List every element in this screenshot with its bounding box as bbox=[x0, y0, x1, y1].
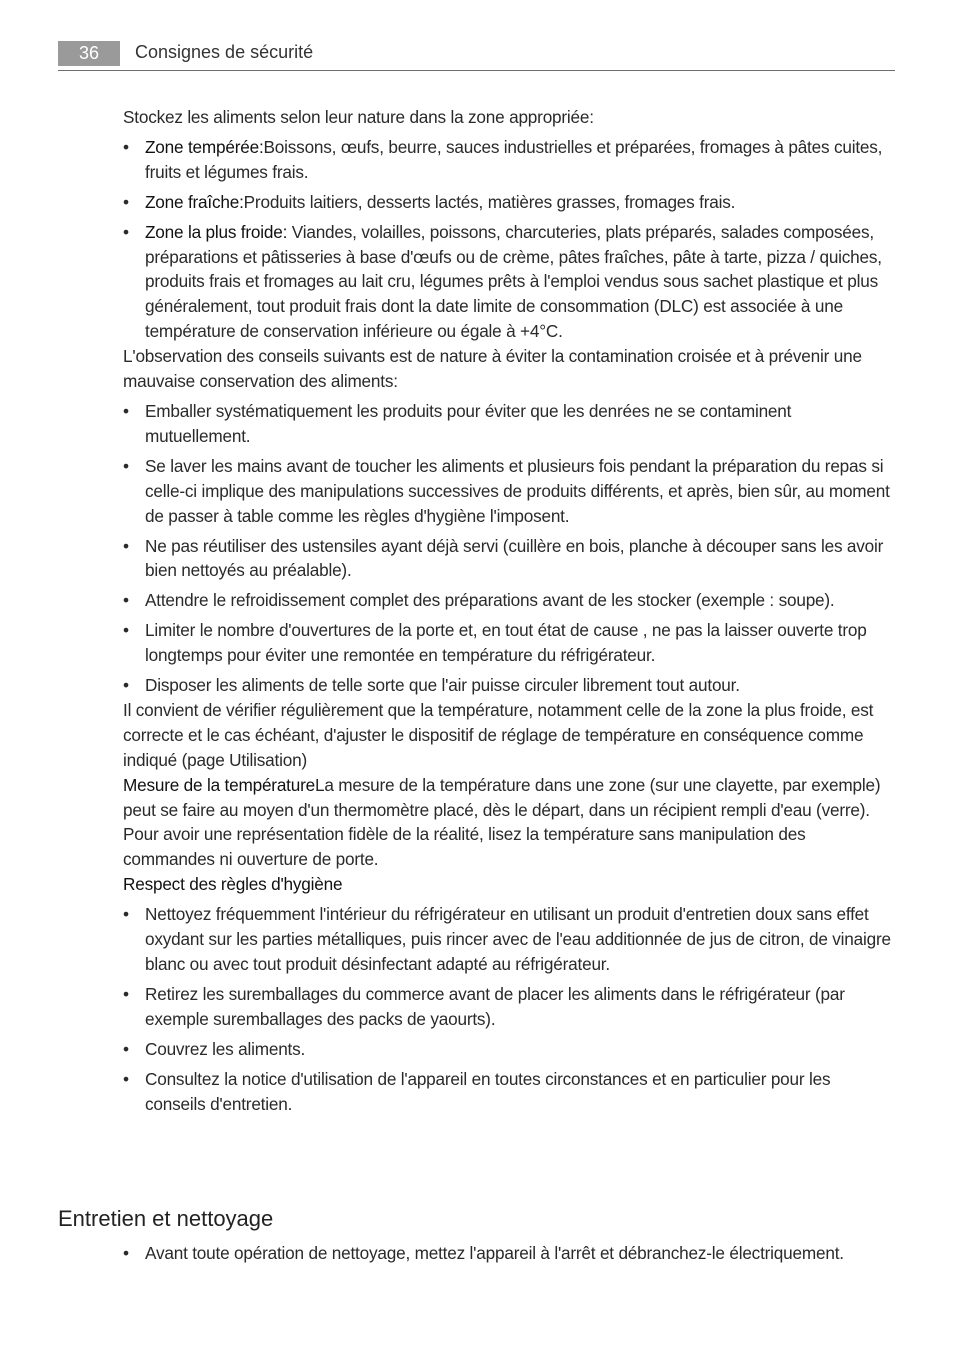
hygiene-list bbox=[123, 902, 895, 1116]
bullet-icon: • bbox=[123, 191, 129, 212]
list-item bbox=[123, 902, 895, 977]
bullet-icon: • bbox=[123, 675, 129, 696]
zone-term: Zone tempérée: bbox=[145, 136, 264, 157]
bullet-icon: • bbox=[123, 620, 129, 641]
list-item bbox=[123, 454, 895, 529]
advice-text: Ne pas réutiliser des ustensiles ayant déjà servi (cuillère en bois, planche à découper sans les avoir bien nettoyés au préalable). bbox=[145, 535, 884, 581]
hygiene-text: Consultez la notice d'utilisation de l'appareil en toutes circonstances et en particulier pour les conseils d'entretien. bbox=[145, 1068, 831, 1114]
zone-text: Viandes, volailles, poissons, charcuteries, plats préparés, salades composées, préparations et pâtisseries à base d'œufs ou de crème, pâtes fraîches, pâte à tarte, pizza / quiches, produits frais et fromages au lait cru, légumes prêts à l'emploi vendus sous sachet plastique et plus généralement, tout produit frais dont la date limite de consommation (DLC) est associée à une température de conservation inférieure ou égale à +4°C. bbox=[145, 221, 882, 342]
list-item bbox=[123, 534, 895, 584]
bullet-icon: • bbox=[123, 1243, 129, 1263]
list-item bbox=[123, 673, 895, 698]
bullet-icon: • bbox=[123, 400, 129, 421]
advice-text: Limiter le nombre d'ouvertures de la porte et, en tout état de cause , ne pas la laisser ouverte trop longtemps pour éviter une remontée en température du réfrigérateur. bbox=[145, 620, 867, 666]
bullet-icon: • bbox=[123, 904, 129, 925]
advice-text: Emballer systématiquement les produits pour éviter que les denrées ne se contaminent mutuellement. bbox=[145, 400, 792, 446]
bullet-icon: • bbox=[123, 455, 129, 476]
verify-paragraph: Il convient de vérifier régulièrement que la température, notamment celle de la zone la plus froide, est correcte et le cas échéant, d'ajuster le dispositif de réglage de température en conséquence comme indiqué (page Utilisation) bbox=[123, 699, 874, 770]
bullet-icon: • bbox=[123, 221, 129, 242]
zone-term: Zone la plus froide: bbox=[145, 221, 288, 242]
list-item bbox=[123, 982, 895, 1032]
list-item bbox=[123, 618, 895, 668]
advice-list bbox=[123, 399, 895, 698]
list-item bbox=[123, 1241, 895, 1266]
list-item bbox=[123, 399, 895, 449]
list-item bbox=[123, 190, 895, 215]
page-body bbox=[123, 105, 895, 1116]
zone-text: Produits laitiers, desserts lactés, matières grasses, fromages frais. bbox=[243, 191, 736, 212]
list-item bbox=[123, 588, 895, 613]
bullet-icon: • bbox=[123, 590, 129, 611]
maintenance-body bbox=[123, 1241, 895, 1266]
maintenance-list bbox=[123, 1241, 895, 1266]
maintenance-text: Avant toute opération de nettoyage, mettez l'appareil à l'arrêt et débranchez-le électriquement. bbox=[145, 1243, 844, 1263]
hygiene-text: Couvrez les aliments. bbox=[145, 1038, 306, 1059]
measure-text: La mesure de la température dans une zone (sur une clayette, par exemple) peut se faire au moyen d'un thermomètre placé, dès le départ, dans un récipient rempli d'eau (verre). Pour avoir une représentation fidèle de la réalité, lisez la température sans manipulation des commandes ni ouverture de porte. bbox=[123, 774, 881, 870]
list-item bbox=[123, 1067, 895, 1117]
list-item bbox=[123, 135, 895, 185]
list-item bbox=[123, 1037, 895, 1062]
measure-paragraph bbox=[123, 773, 895, 873]
zone-term: Zone fraîche: bbox=[145, 191, 244, 212]
bullet-icon: • bbox=[123, 535, 129, 556]
hygiene-text: Retirez les suremballages du commerce avant de placer les aliments dans le réfrigérateur (par exemple suremballages des packs de yaourts). bbox=[145, 983, 845, 1029]
zone-list bbox=[123, 135, 895, 344]
page-header bbox=[58, 40, 895, 71]
hygiene-text: Nettoyez fréquemment l'intérieur du réfrigérateur en utilisant un produit d'entretien doux sans effet oxydant sur les parties métalliques, puis rincer avec de l'eau additionnée de jus de citron, de vinaigre blanc ou avec tout produit désinfectant adapté au réfrigérateur. bbox=[145, 904, 891, 974]
advice-text: Attendre le refroidissement complet des préparations avant de les stocker (exemple : soupe). bbox=[145, 590, 835, 611]
list-item bbox=[123, 220, 895, 345]
storage-intro: Stockez les aliments selon leur nature dans la zone appropriée: bbox=[123, 107, 594, 127]
running-title: Consignes de sécurité bbox=[135, 42, 314, 62]
bullet-icon: • bbox=[123, 1038, 129, 1059]
advice-intro: L'observation des conseils suivants est de nature à éviter la contamination croisée et à prévenir une mauvaise conservation des aliments: bbox=[123, 346, 862, 392]
measure-term: Mesure de la température bbox=[123, 774, 316, 795]
advice-text: Se laver les mains avant de toucher les aliments et plusieurs fois pendant la préparation du repas si celle-ci implique des manipulations successives de produits différents, et après, bien sûr, au moment de passer à table comme les règles d'hygiène l'imposent. bbox=[145, 455, 890, 526]
page-number: 36 bbox=[58, 41, 120, 66]
zone-text: Boissons, œufs, beurre, sauces industrielles et préparées, fromages à pâtes cuites, fruits et légumes frais. bbox=[145, 136, 883, 182]
hygiene-heading: Respect des règles d'hygiène bbox=[123, 874, 343, 895]
bullet-icon: • bbox=[123, 983, 129, 1004]
advice-text: Disposer les aliments de telle sorte que l'air puisse circuler librement tout autour. bbox=[145, 675, 740, 696]
bullet-icon: • bbox=[123, 136, 129, 157]
bullet-icon: • bbox=[123, 1068, 129, 1089]
section-title: Entretien et nettoyage bbox=[58, 1206, 274, 1231]
